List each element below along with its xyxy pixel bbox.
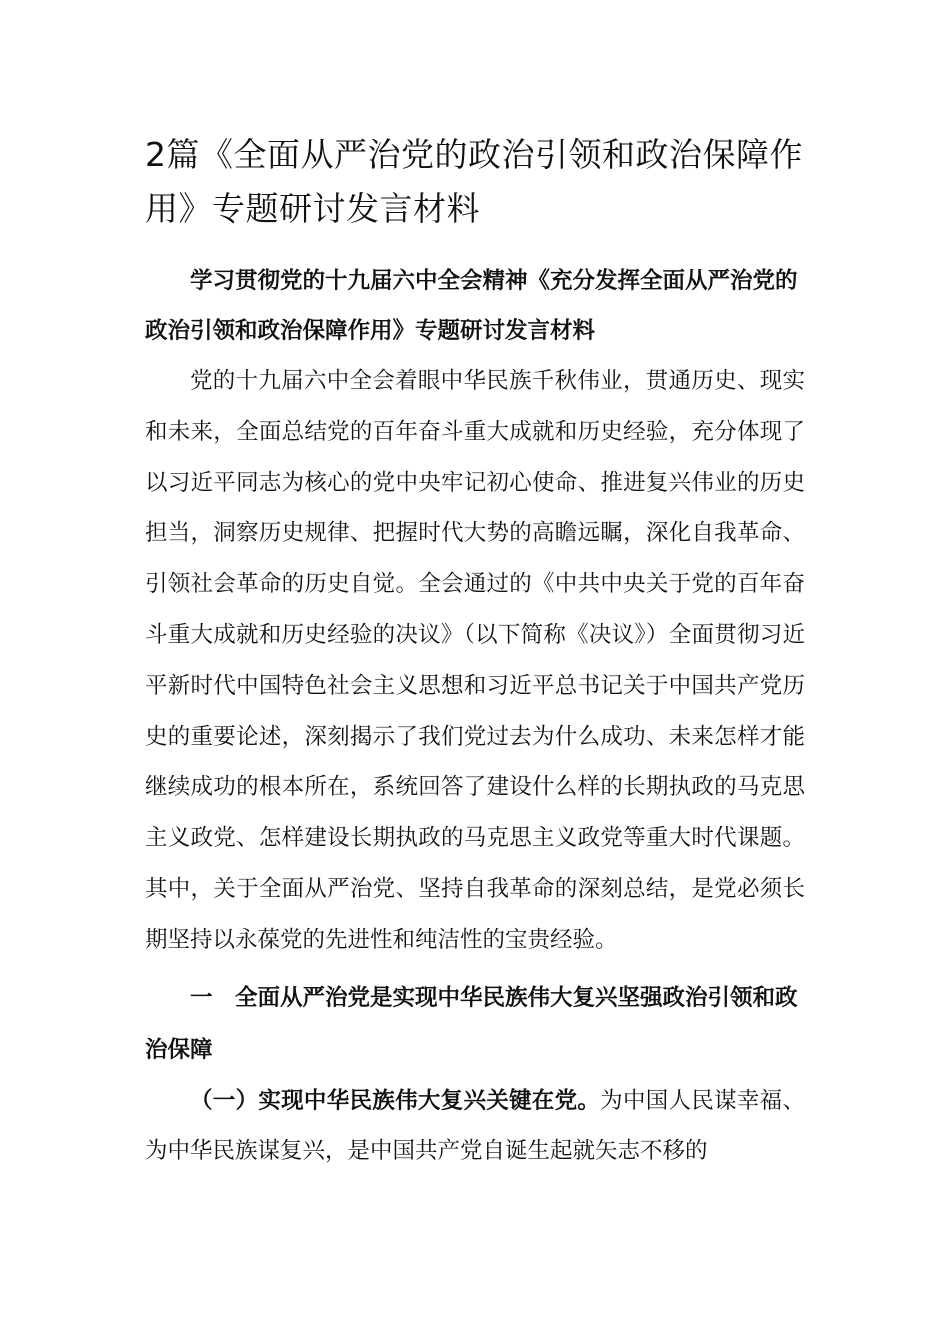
document-subtitle: 学习贯彻党的十九届六中全会精神《充分发挥全面从严治党的政治引领和政治保障作用》专题研讨发言材料 [145,268,798,344]
intro-paragraph: 党的十九届六中全会着眼中华民族千秋伟业，贯通历史、现实和未来，全面总结党的百年奋斗重大成就和历史经验，充分体现了以习近平同志为核心的党中央牢记初心使命、推进复兴伟业的历史担当，洞察历史规律、把握时代大势的高瞻远瞩，深化自我革命、引领社会革命的历史自觉。全会通过的《中共中央关于党的百年奋斗重大成就和历史经验的决议》（以下简称《决议》）全面贯彻习近平新时代中国特色社会主义思想和习近平总书记关于中国共产党历史的重要论述，深刻揭示了我们党过去为什么成功、未来怎样才能继续成功的根本所在，系统回答了建设什么样的长期执政的马克思主义政党、怎样建设长期执政的马克思主义政党等重大时代课题。其中，关于全面从严治党、坚持自我革命的深刻总结，是党必须长期坚持以永葆党的先进性和纯洁性的宝贵经验。 [145,368,805,953]
document-title: 2篇《全面从严治党的政治引领和政治保障作用》专题研讨发言材料 [145,135,803,228]
subsection-paragraph-1 [145,1076,805,1178]
subsection-lead: （一）实现中华民族伟大复兴关键在党。 [190,1087,601,1114]
section-heading-1 [145,972,805,1076]
section-heading-text: 全面从严治党是实现中华民族伟大复兴坚强政治引领和政治保障 [145,984,798,1063]
section-number: 一 [190,984,213,1011]
subsection-text: 为中国人民谋幸福、为中华民族谋复兴，是中国共产党自诞生起就矢志不移的 [145,1087,805,1165]
document-page [145,128,805,1177]
